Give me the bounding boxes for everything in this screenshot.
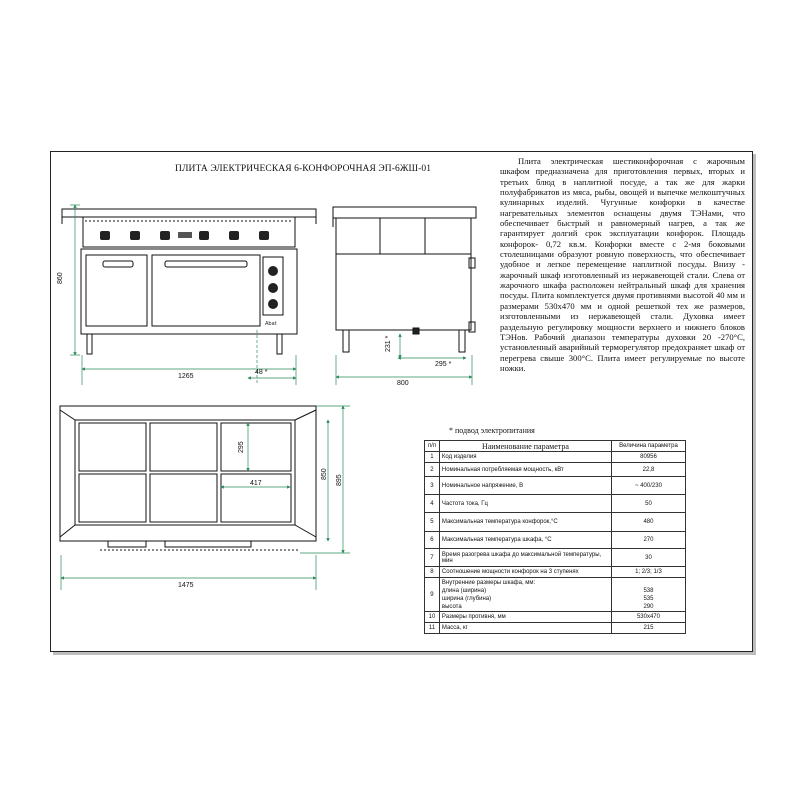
row-param: Частота тока, Гц — [439, 495, 611, 513]
hotplate-5 — [150, 474, 217, 522]
row-value: ~ 400/230 — [611, 477, 685, 495]
brand-logo: Abat — [265, 321, 277, 327]
row-num: 9 — [425, 578, 440, 612]
side-top — [333, 207, 476, 218]
table-row — [425, 578, 686, 612]
row-value: 50 — [611, 495, 685, 513]
table-row — [425, 532, 686, 549]
table-row — [425, 495, 686, 513]
dim-front-height: 860 — [57, 272, 64, 284]
row-num: 7 — [425, 549, 440, 567]
dim-top-depth-total: 895 — [336, 474, 343, 486]
row-param: Масса, кг — [439, 623, 611, 634]
row-value: 480 — [611, 513, 685, 532]
burner-knob-icon — [100, 231, 269, 240]
side-panel-lower — [336, 254, 471, 330]
dim-top-width: 1475 — [178, 582, 194, 589]
table-row — [425, 612, 686, 623]
dim-side-width: 800 — [397, 380, 409, 387]
row-num: 8 — [425, 567, 440, 578]
row-param: Время разогрева шкафа до максимальной температуры, мин — [439, 549, 611, 567]
dim-side-feed-w: 295 * — [435, 361, 452, 368]
row-value: 80956 — [611, 452, 685, 463]
table-row — [425, 513, 686, 532]
table-row — [425, 452, 686, 463]
front-top-surface — [62, 209, 316, 217]
drawing-title: ПЛИТА ЭЛЕКТРИЧЕСКАЯ 6-КОНФОРОЧНАЯ ЭП-6ЖШ-01 — [175, 164, 432, 174]
hob-area — [75, 420, 295, 525]
row-num: 6 — [425, 532, 440, 549]
hotplate-2 — [150, 423, 217, 471]
row-num: 3 — [425, 477, 440, 495]
row-num: 10 — [425, 612, 440, 623]
top-handle-left — [108, 541, 146, 547]
table-row — [425, 477, 686, 495]
top-view — [60, 406, 316, 550]
neutral-cabinet-door — [86, 255, 147, 326]
hotplate-1 — [79, 423, 146, 471]
side-view — [333, 207, 476, 352]
row-param: Номинальное напряжение, В — [439, 477, 611, 495]
dim-front-feed: 48 * — [255, 369, 268, 376]
header-param: Наименование параметра — [439, 441, 611, 452]
row-param: Внутренние размеры шкафа, мм: длина (ширина) ширина (глубина) высота — [439, 578, 611, 612]
row-value: 30 — [611, 549, 685, 567]
row-num: 5 — [425, 513, 440, 532]
side-leg — [343, 330, 349, 352]
row-num: 2 — [425, 463, 440, 477]
row-value: 22,8 — [611, 463, 685, 477]
oven-handle — [165, 261, 247, 267]
dim-front-width: 1265 — [178, 373, 194, 380]
row-value: 530х470 — [611, 612, 685, 623]
table-row — [425, 549, 686, 567]
row-param: Код изделия — [439, 452, 611, 463]
front-leg — [87, 334, 92, 354]
table-row — [425, 623, 686, 634]
row-num: 1 — [425, 452, 440, 463]
dim-top-cell-w: 417 — [250, 480, 262, 487]
top-handle-right — [165, 541, 251, 547]
side-panel-upper — [336, 218, 471, 254]
front-leg — [277, 334, 282, 354]
header-num: п/п — [425, 441, 440, 452]
product-description: Плита электрическая шестиконфорочная с жарочным шкафом предназначена для приготовления первых, вторых и третьих блюд в наплитной посуде, а так же для жарки полуфабрикатов из мяса, рыбы, овощей и выпечке мелкоштучных кулинарных изделий. Чугунные конфорки в качестве нагревательных элементов оснащены двумя ТЭНами, что обеспечивает быстрый и равномерный нагрев, а так же гарантирует долгий срок эксплуатации конфорок. Площадь конфорок- 0,72 кв.м. Конфорки вместе с 2-мя боковыми столешницами образуют ровную поверхность, что обеспечивает удобное и легкое перемещение наплитной посуды. Внизу - жарочный шкаф изготовленный из нержавеющей стали. Слева от жарочного шкафа расположен нейтральный шкаф для хранения посуды. Плита комплектуется двумя противнями высотой 40 мм и размерами 530х470 мм и одной решеткой тех же размеров, изготовленными из нержавеющей стали. Духовка имеет раздельную регулировку мощности верхнего и нижнего блоков ТЭНов. Рабочий диапазон температуры духовки 20 -270°С, установленный аварийный терморегулятор предохраняет шкаф от перегрева свыше 300°С. Плита имеет регулируемые по высоте ножки. — [500, 156, 745, 373]
footnote: * подвод электропитания — [449, 426, 535, 435]
row-param: Соотношение мощности конфорок на 3 ступенях — [439, 567, 611, 578]
row-param: Максимальная температура шкафа, °С — [439, 532, 611, 549]
hotplate-3 — [221, 423, 291, 471]
dim-top-depth: 850 — [321, 468, 328, 480]
top-dimensions — [61, 406, 350, 590]
row-value: 1; 2/3; 1/3 — [611, 567, 685, 578]
row-value: 538 535 290 — [611, 578, 685, 612]
oven-knob-icon — [268, 266, 278, 309]
oven-door — [152, 255, 260, 326]
dim-side-feed-h: 231 * — [385, 335, 392, 352]
table-row — [425, 567, 686, 578]
side-dimensions — [336, 334, 472, 385]
front-view — [62, 209, 316, 354]
row-num: 4 — [425, 495, 440, 513]
power-inlet — [413, 328, 419, 334]
row-param: Номинальная потребляемая мощность, кВт — [439, 463, 611, 477]
row-num: 11 — [425, 623, 440, 634]
dim-top-cell-h: 295 — [238, 441, 245, 453]
row-value: 215 — [611, 623, 685, 634]
header-value: Величина параметра — [611, 441, 685, 452]
door-handle — [103, 261, 133, 267]
side-handle — [469, 258, 475, 268]
row-param: Размеры противня, мм — [439, 612, 611, 623]
side-leg — [459, 330, 465, 352]
spec-table — [424, 440, 686, 634]
row-value: 270 — [611, 532, 685, 549]
row-param: Максимальная температура конфорок,°С — [439, 513, 611, 532]
table-header-row — [425, 441, 686, 452]
hotplate-4 — [79, 474, 146, 522]
table-row — [425, 463, 686, 477]
